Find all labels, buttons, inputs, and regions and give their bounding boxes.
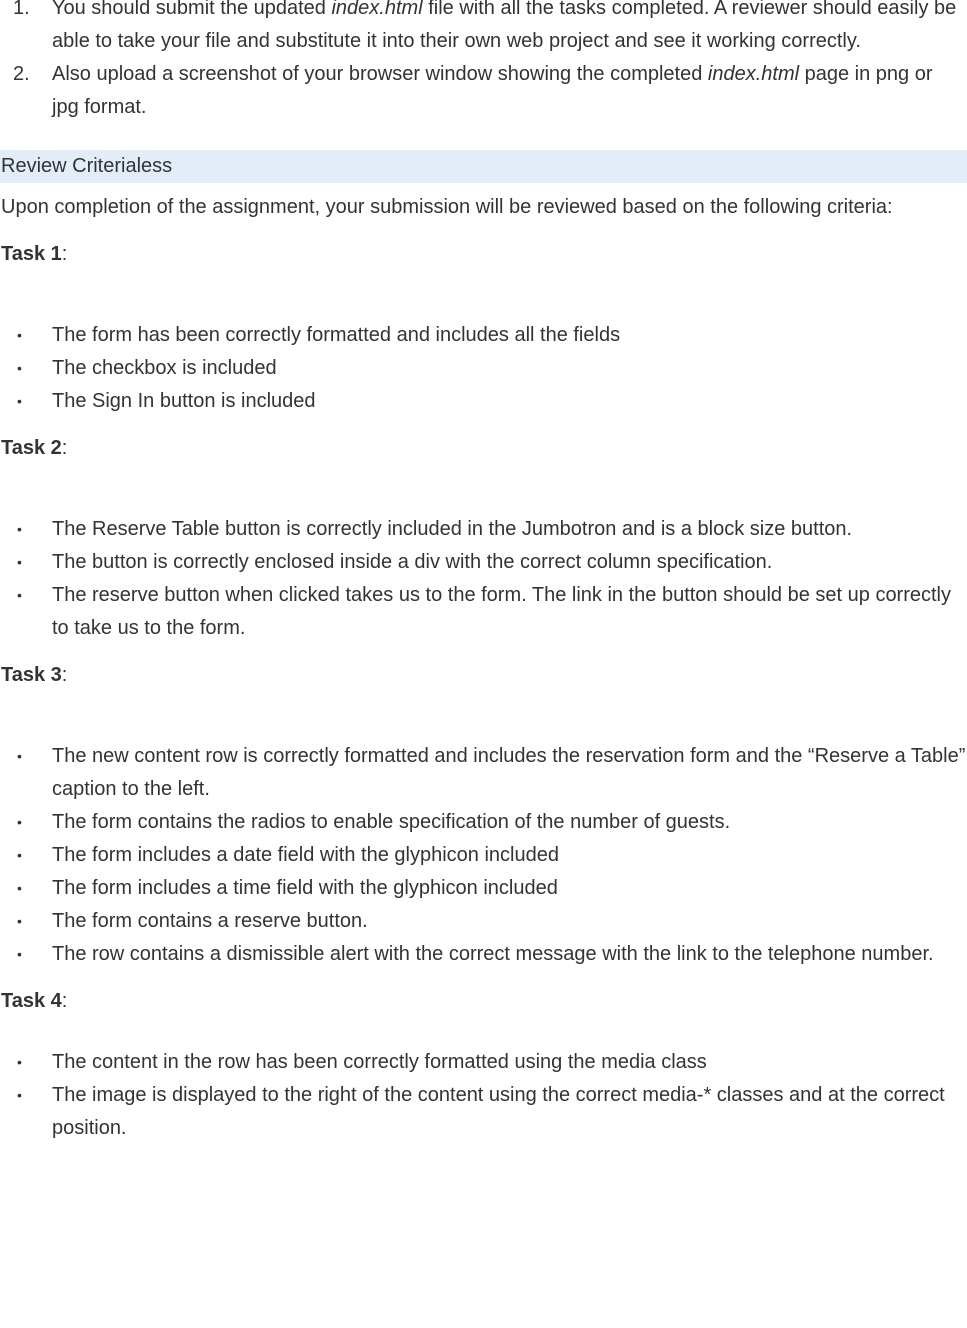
criteria-text: The form contains a reserve button. xyxy=(52,910,368,932)
criteria-text: The checkbox is included xyxy=(52,357,277,379)
review-criteria-header: Review Criterialess xyxy=(0,150,967,183)
criteria-list xyxy=(0,1046,967,1145)
list-item xyxy=(0,352,967,385)
bullet-icon: • xyxy=(17,946,22,962)
criteria-text: The content in the row has been correctly formatted using the media class xyxy=(52,1051,707,1073)
criteria-text: The row contains a dismissible alert with the correct message with the link to the telephone number. xyxy=(52,943,934,965)
list-item xyxy=(0,740,967,806)
spacer xyxy=(0,692,967,740)
list-item xyxy=(0,839,967,872)
task-title xyxy=(0,238,967,271)
list-number: 2. xyxy=(13,63,30,85)
bullet-icon: • xyxy=(17,1054,22,1070)
list-item xyxy=(0,806,967,839)
bullet-icon: • xyxy=(17,880,22,896)
criteria-text: The form includes a date field with the glyphicon included xyxy=(52,844,559,866)
task-title-label: Task 4 xyxy=(1,990,62,1012)
intro-paragraph: Upon completion of the assignment, your submission will be reviewed based on the following criteria: xyxy=(1,196,893,218)
criteria-text: The button is correctly enclosed inside a div with the correct column specification. xyxy=(52,551,773,573)
task-title-label: Task 1 xyxy=(1,243,62,265)
list-item xyxy=(0,579,967,645)
task-title-label: Task 2 xyxy=(1,437,62,459)
list-item xyxy=(0,385,967,418)
list-item xyxy=(0,513,967,546)
submission-steps-list xyxy=(0,0,967,124)
task-title xyxy=(0,985,967,1018)
bullet-icon: • xyxy=(17,327,22,343)
criteria-text: The form contains the radios to enable specification of the number of guests. xyxy=(52,811,731,833)
list-item xyxy=(0,938,967,971)
bullet-icon: • xyxy=(17,360,22,376)
submission-step xyxy=(0,0,967,58)
list-item xyxy=(0,905,967,938)
task-title-colon: : xyxy=(61,437,68,459)
step-text: You should submit the updated xyxy=(52,0,332,19)
criteria-text: The reserve button when clicked takes us to the form. The link in the button should be set up correctly to take us to the form. xyxy=(52,584,952,639)
criteria-list xyxy=(0,740,967,971)
task-title-colon: : xyxy=(61,243,68,265)
criteria-text: The new content row is correctly formatted and includes the reservation form and the “Reserve a Table” caption to the left. xyxy=(52,745,966,800)
bullet-icon: • xyxy=(17,814,22,830)
bullet-icon: • xyxy=(17,393,22,409)
bullet-icon: • xyxy=(17,847,22,863)
filename-text: index.html xyxy=(331,0,423,19)
list-item xyxy=(0,319,967,352)
list-item xyxy=(0,1079,967,1145)
step-text: page in png or jpg format. xyxy=(52,63,933,118)
bullet-icon: • xyxy=(17,587,22,603)
bullet-icon: • xyxy=(17,521,22,537)
list-number: 1. xyxy=(13,0,30,19)
filename-text: index.html xyxy=(707,63,800,85)
spacer xyxy=(0,465,967,513)
task-title-colon: : xyxy=(61,664,68,686)
step-text: Also upload a screenshot of your browser window showing the completed xyxy=(52,63,708,85)
criteria-list xyxy=(0,513,967,645)
task-title-label: Task 3 xyxy=(1,664,62,686)
spacer xyxy=(0,271,967,319)
criteria-text: The Reserve Table button is correctly included in the Jumbotron and is a block size button. xyxy=(52,518,853,540)
task-title xyxy=(0,659,967,692)
spacer xyxy=(0,1018,967,1046)
list-item xyxy=(0,1046,967,1079)
bullet-icon: • xyxy=(17,1087,22,1103)
criteria-text: The Sign In button is included xyxy=(52,390,316,412)
list-item xyxy=(0,872,967,905)
task-title-colon: : xyxy=(61,990,68,1012)
criteria-text: The form includes a time field with the glyphicon included xyxy=(52,877,558,899)
submission-step xyxy=(0,58,967,124)
bullet-icon: • xyxy=(17,748,22,764)
criteria-text: The form has been correctly formatted and includes all the fields xyxy=(52,324,621,346)
step-text: file with all the tasks completed. A reviewer should easily be able to take your file and substitute it into their own web project and see it working correctly. xyxy=(52,0,957,52)
criteria-list xyxy=(0,319,967,418)
bullet-icon: • xyxy=(17,913,22,929)
criteria-text: The image is displayed to the right of the content using the correct media-* classes and at the correct position. xyxy=(52,1084,945,1139)
bullet-icon: • xyxy=(17,554,22,570)
task-title xyxy=(0,432,967,465)
list-item xyxy=(0,546,967,579)
